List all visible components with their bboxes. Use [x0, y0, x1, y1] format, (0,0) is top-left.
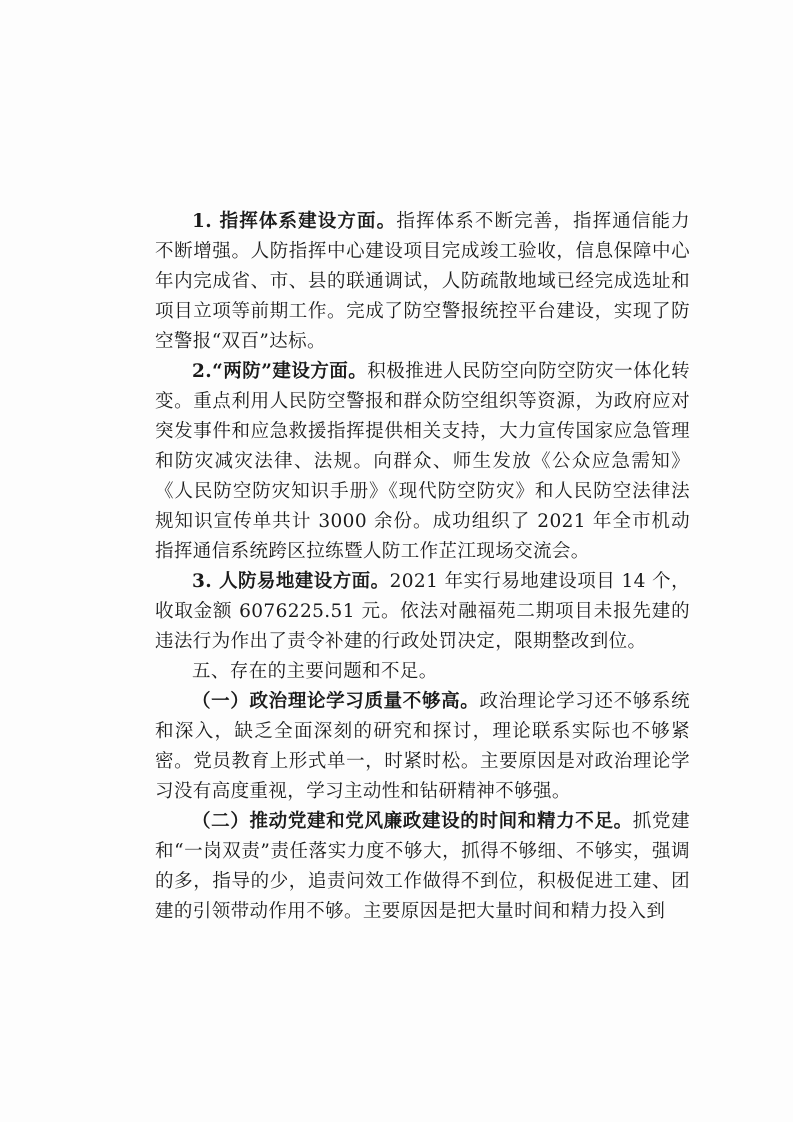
paragraph-issue-1	[155, 687, 690, 807]
paragraph-text: 2021 年实行易地建设项目 14 个，收取金额 6076225.51 元。依法对融福苑二期项目未报先建的违法行为作出了责令补建的行政处罚决定，限期整改到位。	[155, 571, 691, 652]
issue-heading: （一）政治理论学习质量不够高。	[192, 691, 480, 712]
paragraph-heading: 1. 指挥体系建设方面。	[192, 211, 397, 232]
section-title: 五、存在的主要问题和不足。	[192, 661, 438, 682]
paragraph-heading: 2.“两防”建设方面。	[192, 361, 368, 382]
paragraph-issue-2	[155, 807, 690, 927]
document-body	[155, 207, 690, 927]
paragraph-text: 积极推进人民防空向防空防灾一体化转变。重点利用人民防空警报和群众防空组织等资源，为政府应对突发事件和应急救援指挥提供相关支持，大力宣传国家应急管理和防灾减灾法律、法规。向群众、师生发放《公众应急需知》《人民防空防灾知识手册》《现代防空防灾》和人民防空法律法规知识宣传单共计 3000 余份。成功组织了 2021 年全市机动指挥通信系统跨区拉练暨人防工作芷江现场交流会。	[155, 361, 690, 562]
paragraph-text: 指挥体系不断完善，指挥通信能力不断增强。人防指挥中心建设项目完成竣工验收，信息保障中心年内完成省、市、县的联通调试，人防疏散地域已经完成选址和项目立项等前期工作。完成了防空警报统控平台建设，实现了防空警报“双百”达标。	[155, 211, 690, 352]
paragraph-heading: 3. 人防易地建设方面。	[192, 571, 390, 592]
issue-heading: （二）推动党建和党风廉政建设的时间和精力不足。	[192, 811, 633, 832]
issue-text: 抓党建和“一岗双责”责任落实力度不够大，抓得不够细、不够实，强调的多，指导的少，追责问效工作做得不到位，积极促进工建、团建的引领带动作用不够。主要原因是把大量时间和精力投入到	[155, 811, 691, 922]
paragraph-command-system	[155, 207, 690, 357]
issue-text: 政治理论学习还不够系统和深入，缺乏全面深刻的研究和探讨，理论联系实际也不够紧密。党员教育上形式单一，时紧时松。主要原因是对政治理论学习没有高度重视，学习主动性和钻研精神不够强。	[155, 691, 690, 802]
paragraph-two-defense	[155, 357, 690, 567]
paragraph-relocation-construction	[155, 567, 690, 657]
